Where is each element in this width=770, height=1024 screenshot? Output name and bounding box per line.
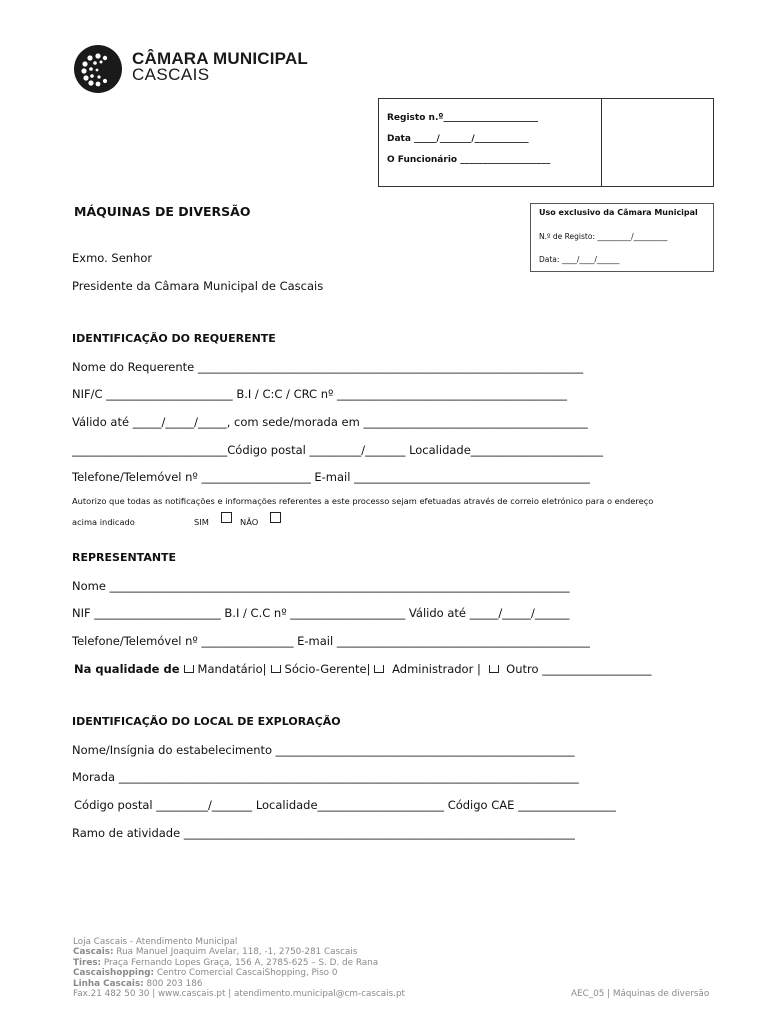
- footer-line-1: Loja Cascais - Atendimento Municipal: [73, 937, 238, 947]
- mandatario-checkbox[interactable]: [184, 665, 194, 673]
- registry-number-field[interactable]: Registo n.º_____________________: [387, 113, 538, 123]
- representante-name-field[interactable]: Nome ________________________________________________________________________________: [72, 579, 570, 593]
- registry-clerk-field[interactable]: O Funcionário ____________________: [387, 155, 551, 165]
- representante-phone-email-field[interactable]: Telefone/Telemóvel nº ________________ E-mail ____________________________________________: [72, 634, 590, 648]
- requerente-name-field[interactable]: Nome do Requerente ___________________________________________________________________: [72, 360, 584, 374]
- section-heading-local: IDENTIFICAÇÃO DO LOCAL DE EXPLORAÇÃO: [72, 715, 341, 728]
- administrador-checkbox[interactable]: [374, 665, 384, 673]
- recipient: Presidente da Câmara Municipal de Cascais: [72, 279, 324, 293]
- logo-emblem: [74, 45, 122, 93]
- authorization-no-checkbox[interactable]: [270, 512, 281, 523]
- socio-gerente-checkbox[interactable]: [271, 665, 281, 673]
- salutation: Exmo. Senhor: [72, 251, 153, 265]
- exclusive-date-field[interactable]: Data: ____/____/______: [539, 255, 620, 264]
- requerente-nif-field[interactable]: NIF/C ______________________ B.I / C:C / CRC nº ________________________________________: [72, 387, 568, 401]
- establishment-name-field[interactable]: Nome/Insígnia do estabelecimento ____________________________________________________: [72, 743, 575, 757]
- footer-line-2: Cascais: Rua Manuel Joaquim Avelar, 118, -1, 2750-281 Cascais: [73, 947, 358, 958]
- requerente-validity-address-field[interactable]: Válido até _____/_____/_____, com sede/morada em _______________________________________: [72, 415, 588, 429]
- footer-line-5: Linha Cascais: 800 203 186: [73, 978, 203, 989]
- mandatario-label: Mandatário|: [197, 662, 267, 676]
- establishment-postal-field[interactable]: Código postal _________/_______ Localidade______________________ Código CAE _________________: [74, 798, 616, 812]
- requerente-phone-email-field[interactable]: Telefone/Telemóvel nº ___________________ E-mail _________________________________________: [72, 470, 590, 484]
- representante-nif-field[interactable]: NIF ______________________ B.I / C.C nº ____________________ Válido até _____/_____/______: [72, 606, 570, 620]
- authorization-yes-checkbox[interactable]: [221, 512, 232, 523]
- registry-box-divider: [601, 98, 602, 187]
- exclusive-use-title: Uso exclusivo da Câmara Municipal: [539, 208, 698, 217]
- exclusive-registry-field[interactable]: N.º de Registo: _________/_________: [539, 232, 668, 241]
- quality-label: Na qualidade de: [74, 662, 180, 676]
- outro-field[interactable]: Outro ___________________: [506, 662, 652, 676]
- outro-checkbox[interactable]: [489, 665, 499, 673]
- establishment-address-field[interactable]: Morada ________________________________________________________________________________: [72, 770, 579, 784]
- section-heading-requerente: IDENTIFICAÇÃO DO REQUERENTE: [72, 332, 276, 345]
- authorization-no-label: NÃO: [240, 517, 259, 527]
- activity-field[interactable]: Ramo de atividade ____________________________________________________________________: [72, 826, 575, 840]
- email-authorization-text-cont: acima indicado: [72, 517, 135, 527]
- section-heading-representante: REPRESENTANTE: [72, 551, 177, 564]
- socio-gerente-label: Sócio-Gerente|: [284, 662, 371, 676]
- administrador-label: Administrador |: [392, 662, 481, 676]
- document-reference: AEC_05 | Máquinas de diversão: [571, 989, 710, 999]
- authorization-yes-label: SIM: [194, 517, 209, 527]
- footer-line-3: Tires: Praça Fernando Lopes Graça, 156 A, 2785-625 – S. D. de Rana: [73, 957, 379, 968]
- footer-contacts: [73, 937, 405, 999]
- requerente-postal-field[interactable]: ___________________________Código postal _________/_______ Localidade_______________________: [72, 443, 604, 457]
- email-authorization-text: Autorizo que todas as notificações e informações referentes a este processo sejam efetuadas através de correio eletrónico para o endereço: [72, 496, 654, 506]
- footer-line-4: Cascaishopping: Centro Comercial CascaiShopping, Piso 0: [73, 968, 338, 979]
- logo-subtitle: CASCAIS: [132, 65, 210, 84]
- page-title: MÁQUINAS DE DIVERSÃO: [74, 204, 251, 219]
- footer-line-6: Fax.21 482 50 30 | www.cascais.pt | atendimento.municipal@cm-cascais.pt: [73, 989, 406, 1000]
- representante-quality-row: [74, 662, 651, 676]
- registry-date-field[interactable]: Data _____/_______/____________: [387, 134, 529, 144]
- logo-title: CÂMARA MUNICIPAL: [132, 49, 309, 68]
